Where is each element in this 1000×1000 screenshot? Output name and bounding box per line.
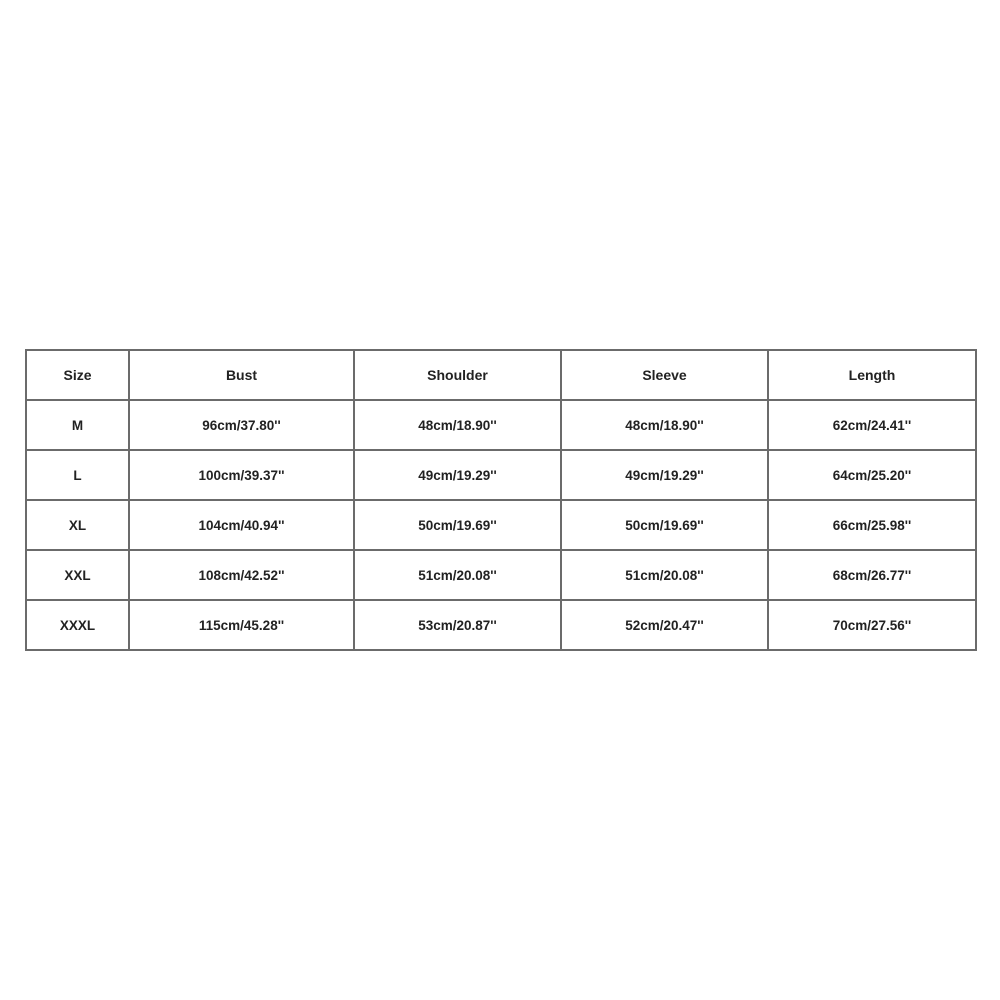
header-size: Size (26, 350, 129, 400)
cell-bust: 100cm/39.37'' (129, 450, 354, 500)
cell-shoulder: 49cm/19.29'' (354, 450, 561, 500)
cell-shoulder: 51cm/20.08'' (354, 550, 561, 600)
header-row (26, 350, 976, 400)
table-row (26, 400, 976, 450)
table-row (26, 600, 976, 650)
header-length: Length (768, 350, 976, 400)
cell-sleeve: 49cm/19.29'' (561, 450, 768, 500)
cell-length: 70cm/27.56'' (768, 600, 976, 650)
cell-shoulder: 53cm/20.87'' (354, 600, 561, 650)
cell-length: 62cm/24.41'' (768, 400, 976, 450)
cell-sleeve: 50cm/19.69'' (561, 500, 768, 550)
header-bust: Bust (129, 350, 354, 400)
cell-size: M (26, 400, 129, 450)
table-row (26, 550, 976, 600)
cell-bust: 108cm/42.52'' (129, 550, 354, 600)
cell-bust: 96cm/37.80'' (129, 400, 354, 450)
header-sleeve: Sleeve (561, 350, 768, 400)
cell-sleeve: 48cm/18.90'' (561, 400, 768, 450)
header-shoulder: Shoulder (354, 350, 561, 400)
cell-bust: 115cm/45.28'' (129, 600, 354, 650)
cell-sleeve: 52cm/20.47'' (561, 600, 768, 650)
table-row (26, 450, 976, 500)
cell-length: 66cm/25.98'' (768, 500, 976, 550)
cell-length: 68cm/26.77'' (768, 550, 976, 600)
cell-size: XXL (26, 550, 129, 600)
cell-length: 64cm/25.20'' (768, 450, 976, 500)
size-chart-table (25, 349, 977, 651)
table-row (26, 500, 976, 550)
cell-sleeve: 51cm/20.08'' (561, 550, 768, 600)
cell-shoulder: 48cm/18.90'' (354, 400, 561, 450)
cell-size: L (26, 450, 129, 500)
cell-size: XXXL (26, 600, 129, 650)
cell-shoulder: 50cm/19.69'' (354, 500, 561, 550)
cell-bust: 104cm/40.94'' (129, 500, 354, 550)
cell-size: XL (26, 500, 129, 550)
